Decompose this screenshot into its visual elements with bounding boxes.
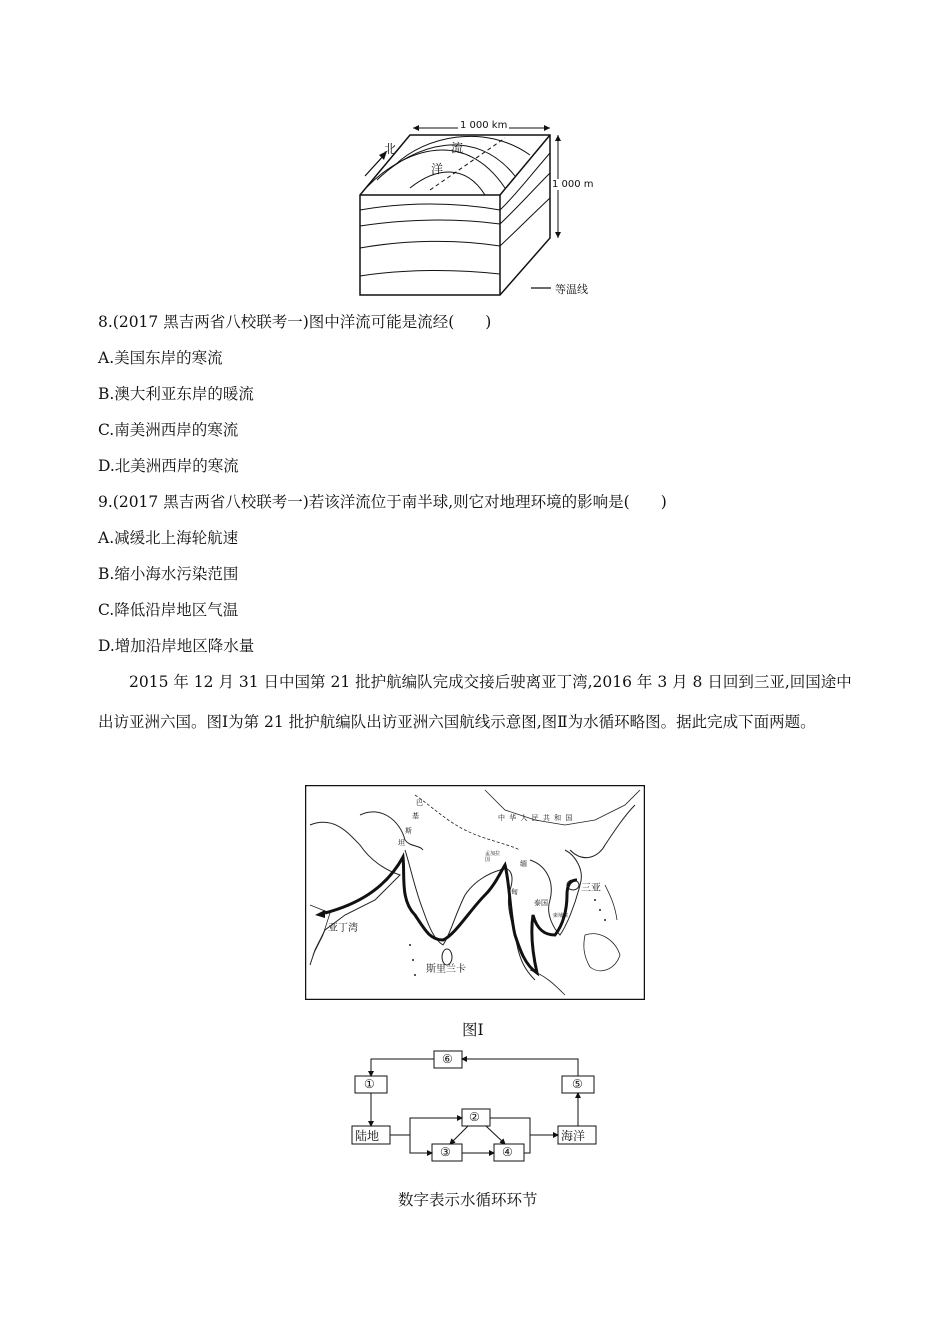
water-cycle-diagram	[350, 1048, 600, 1168]
map-label-myanmar2: 甸	[511, 888, 518, 896]
cycle-node-4: ④	[502, 1145, 513, 1159]
passage-text: 2015 年 12 月 31 日中国第 21 批护航编队完成交接后驶离亚丁湾,2016 年 3 月 8 日回到三亚,回国途中出访亚洲六国。图Ⅰ为第 21 批护航编队出访亚洲六国航线示意图,图Ⅱ为水循环略图。据此完成下面两题。	[98, 673, 852, 731]
q9-option-d: D.增加沿岸地区降水量	[98, 637, 255, 655]
cycle-land: 陆地	[355, 1129, 380, 1143]
map-caption: 图Ⅰ	[462, 1021, 484, 1039]
q9-option-c: C.降低沿岸地区气温	[98, 601, 239, 619]
q9-stem: 9.(2017 黑吉两省八校联考一)若该洋流位于南半球,则它对地理环境的影响是( )	[98, 493, 667, 511]
current-label-1: 流	[451, 141, 464, 155]
map-label-aden: 亚丁湾	[328, 923, 358, 934]
q8-option-c: C.南美洲西岸的寒流	[98, 421, 239, 439]
cycle-ocean: 海洋	[561, 1129, 586, 1143]
map-label-thailand: 泰国	[534, 899, 548, 907]
map-label-myanmar: 缅	[520, 860, 527, 868]
north-label: 北	[384, 142, 397, 156]
cycle-node-6: ⑥	[442, 1052, 453, 1066]
cycle-node-3: ③	[440, 1145, 451, 1159]
cycle-node-5: ⑤	[572, 1077, 583, 1091]
q9-option-b: B.缩小海水污染范围	[98, 565, 239, 583]
q8-option-d: D.北美洲西岸的寒流	[98, 457, 239, 475]
map-label-pakistan-a: 巴	[416, 799, 423, 807]
cycle-caption: 数字表示水循环环节	[398, 1191, 538, 1209]
q8-option-a: A.美国东岸的寒流	[98, 349, 223, 367]
map-label-cambodia: 柬埔寨	[553, 913, 569, 919]
map-label-pakistan-c: 斯	[405, 827, 412, 835]
cycle-node-1: ①	[364, 1077, 375, 1091]
q9-option-a: A.减缓北上海轮航速	[98, 529, 239, 547]
side-scale-label: 1 000 m	[552, 179, 594, 190]
current-label-2: 洋	[431, 162, 444, 176]
cycle-node-2: ②	[469, 1110, 480, 1124]
q8-option-b: B.澳大利亚东岸的暖流	[98, 385, 254, 403]
legend-label: 等温线	[555, 283, 588, 296]
map-label-pakistan-d: 坦	[398, 839, 405, 847]
map-label-sanya: 三亚	[581, 883, 601, 894]
q8-stem: 8.(2017 黑吉两省八校联考一)图中洋流可能是流经( )	[98, 313, 492, 331]
map-label-china: 中 华 人 民 共 和 国	[498, 814, 574, 822]
map-label-pakistan-b: 基	[412, 812, 419, 820]
map-label-srilanka: 斯里兰卡	[426, 964, 466, 975]
top-scale-label: 1 000 km	[460, 120, 508, 131]
map-label-bangladesh: 孟加拉国	[485, 851, 501, 863]
